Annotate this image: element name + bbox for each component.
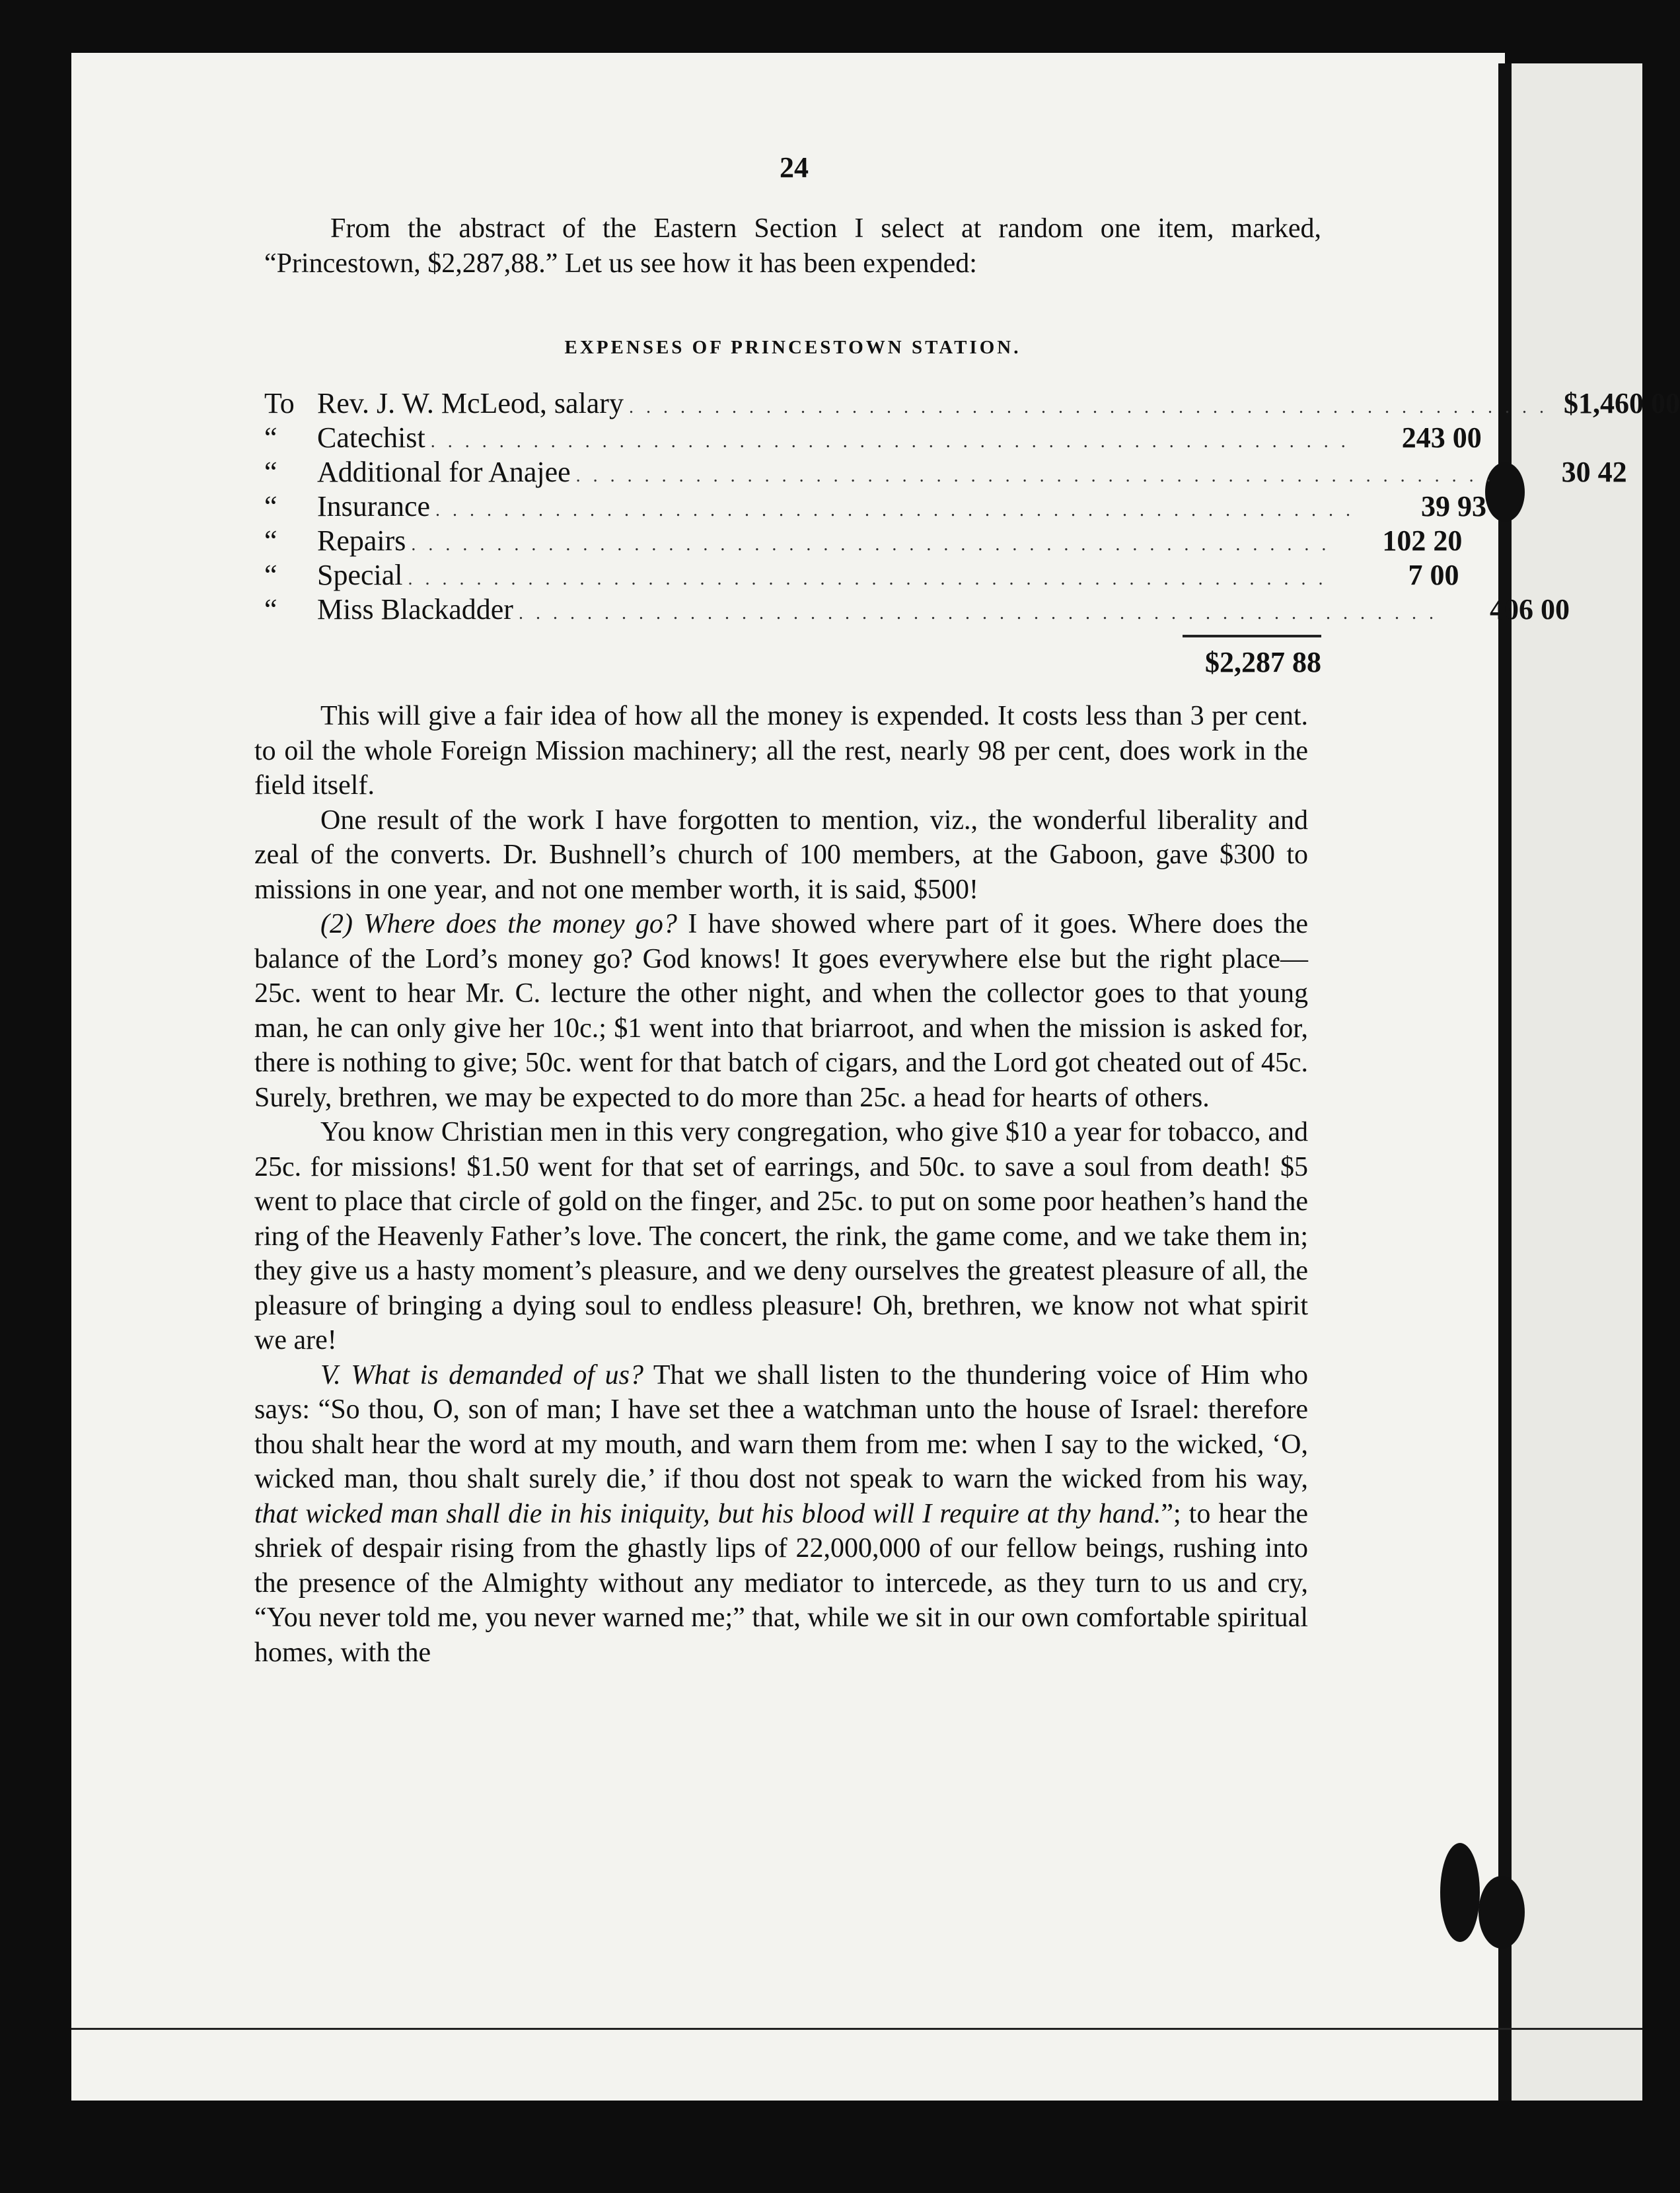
expense-amount: 39 93 <box>1421 490 1487 522</box>
expense-label: Insurance <box>317 490 431 522</box>
paragraph <box>254 907 1308 1115</box>
expense-label: Repairs <box>317 524 406 557</box>
page-binding-shadow <box>1498 63 1512 2101</box>
expense-label: Catechist <box>317 421 425 454</box>
intro-paragraph-block <box>264 211 1321 281</box>
expense-prefix: “ <box>264 593 277 626</box>
body-text <box>254 699 1308 1670</box>
intro-paragraph: From the abstract of the Eastern Section I select at random one item, marked, “Princestown, $2,287,88.” Let us see how it has been expended: <box>264 213 1321 279</box>
leader-dots: . . . . . . . . . . . . . . . . . . . . . . . . . . . . . . . . . . . . . . . . . . . . . . . . . . . . . . <box>411 534 1331 555</box>
ink-blot <box>1479 1876 1525 1949</box>
expenses-total: $2,287 88 <box>1205 646 1321 678</box>
expense-prefix: To <box>264 387 295 419</box>
ink-blot <box>1440 1843 1480 1942</box>
expense-amount: $1,460 00 <box>1563 387 1680 419</box>
leader-dots: . . . . . . . . . . . . . . . . . . . . . . . . . . . . . . . . . . . . . . . . . . . . . . . . . . . . . . <box>575 466 1495 486</box>
expense-row <box>264 558 1459 593</box>
expenses-total-row <box>264 645 1321 679</box>
expense-amount: 7 00 <box>1408 559 1459 591</box>
expense-amount: 30 42 <box>1561 456 1627 488</box>
expense-label: Special <box>317 559 403 591</box>
scan-bottom-line <box>71 2028 1642 2030</box>
expense-prefix: “ <box>264 456 277 488</box>
expense-label: Additional for Anajee <box>317 456 571 488</box>
expense-amount: 102 20 <box>1382 524 1463 557</box>
adjacent-page-edge <box>1505 63 1642 2101</box>
expense-prefix: “ <box>264 490 277 522</box>
leader-dots: . . . . . . . . . . . . . . . . . . . . . . . . . . . . . . . . . . . . . . . . . . . . . . . . . . . . . . <box>435 500 1355 521</box>
expense-amount: 406 00 <box>1489 593 1570 626</box>
expense-label: Miss Blackadder <box>317 593 513 626</box>
expenses-table <box>264 337 1680 679</box>
total-rule <box>1183 635 1321 637</box>
expense-row <box>264 386 1680 421</box>
paragraph: One result of the work I have forgotten to mention, viz., the wonderful liberality and zeal of the converts. Dr. Bushnell’s church of 100 members, at the Gaboon, gave $300 to missions in one year, and not one member worth, it is said, $500! <box>254 805 1308 905</box>
leader-dots: . . . . . . . . . . . . . . . . . . . . . . . . . . . . . . . . . . . . . . . . . . . . . . . . . . . . . . <box>430 431 1350 452</box>
expense-prefix: “ <box>264 421 277 454</box>
expense-row <box>264 593 1570 627</box>
paragraph-text: ”; to hear the shriek of despair rising from the ghastly lips of 22,000,000 of our fellow beings, rushing into the presence of the Almighty without any mediator to intercede, as they turn to us and cry, “You never told me, you never warned me;” that, while we sit in our own comfortable spiritual homes, with the <box>254 1498 1308 1668</box>
expense-amount: 243 00 <box>1401 421 1482 454</box>
leader-dots: . . . . . . . . . . . . . . . . . . . . . . . . . . . . . . . . . . . . . . . . . . . . . . . . . . . . . . <box>518 603 1438 624</box>
paragraph-text: I have showed where part of it goes. Where does the balance of the Lord’s money go? God knows! It goes everywhere else but the right place—25c. went to hear Mr. C. lecture the other night, and when the collector goes to that young man, he can only give her 10c.; $1 went into that briarroot, and when the mission is asked for, there is nothing to give; 50c. went for that batch of cigars, and the Lord got cheated out of 45c. Surely, brethren, we may be expected to do more than 25c. a head for hearts of others. <box>254 909 1308 1113</box>
expense-prefix: “ <box>264 524 277 557</box>
expense-row <box>264 421 1482 455</box>
paragraph-text: That we shall listen to the thundering voice of Him who says: “So thou, O, son of man; I have set thee a watchman unto the house of Israel: therefore thou shalt hear the word at my mouth, and warn them from me: when I say to the wicked, ‘O, wicked man, thou shalt surely die,’ if thou dost not speak to warn the wicked from his way, <box>254 1359 1308 1494</box>
paragraph <box>254 1358 1308 1671</box>
expense-row <box>264 455 1627 489</box>
expense-row <box>264 524 1463 558</box>
leader-dots: . . . . . . . . . . . . . . . . . . . . . . . . . . . . . . . . . . . . . . . . . . . . . . . . . . . . . . <box>408 569 1327 589</box>
scripture-quote: that wicked man shall die in his iniquity, but his blood will I require at thy hand. <box>254 1498 1161 1529</box>
expense-row <box>264 489 1487 524</box>
paragraph: This will give a fair idea of how all the money is expended. It costs less than 3 per cent. to oil the whole Foreign Mission machinery; all the rest, nearly 98 per cent, does work in the field itself. <box>254 701 1308 801</box>
section-heading: (2) Where does the money go? <box>320 909 677 939</box>
leader-dots: . . . . . . . . . . . . . . . . . . . . . . . . . . . . . . . . . . . . . . . . . . . . . . . . . . . . . . <box>628 397 1548 417</box>
section-heading: V. What is demanded of us? <box>320 1359 644 1390</box>
page-number: 24 <box>780 151 809 184</box>
expense-prefix: “ <box>264 559 277 591</box>
expense-label: Rev. J. W. McLeod, salary <box>317 387 624 419</box>
expenses-title: EXPENSES OF PRINCESTOWN STATION. <box>564 337 1021 358</box>
paragraph: You know Christian men in this very congregation, who give $10 a year for tobacco, and 25c. for missions! $1.50 went for that set of earrings, and 50c. to save a soul from death! $5 went to place that circle of gold on the finger, and 25c. to put on some poor heathen’s hand the ring of the Heavenly Father’s love. The concert, the rink, the game come, and we take them in; they give us a hasty moment’s pleasure, and we deny ourselves the greatest pleasure of all, the pleasure of bringing a dying soul to endless pleasure! Oh, brethren, we know not what spirit we are! <box>254 1117 1308 1355</box>
